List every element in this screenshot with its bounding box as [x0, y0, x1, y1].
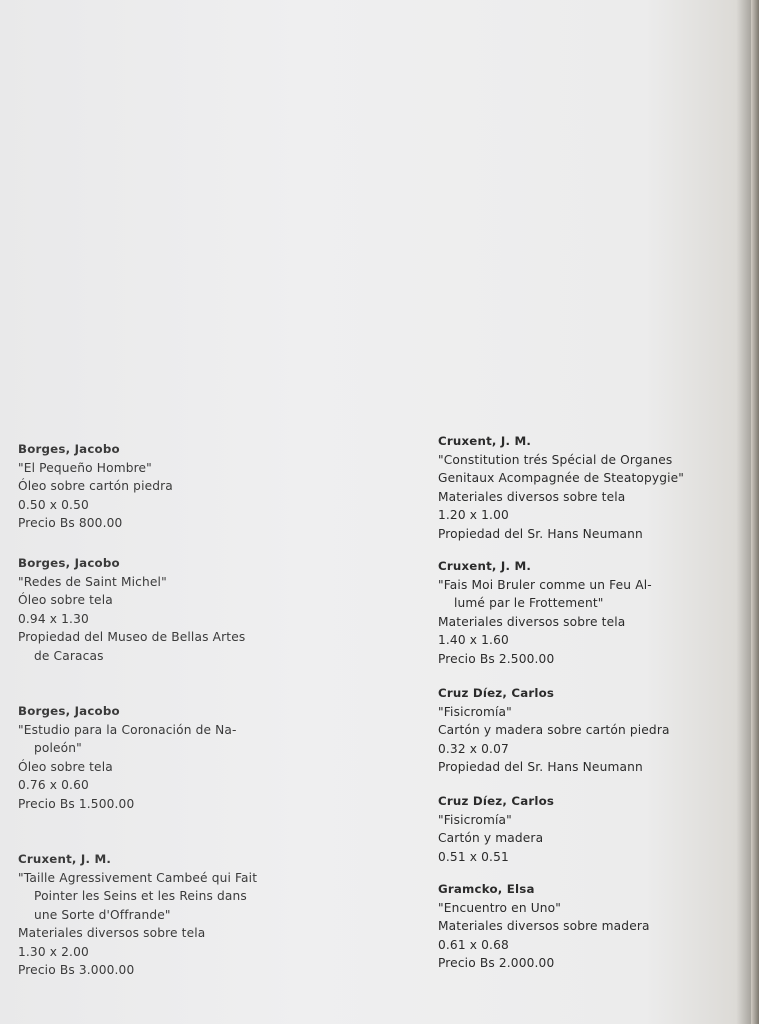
artist-name: Cruz Díez, Carlos — [438, 794, 555, 808]
artwork-medium: Cartón y madera — [438, 831, 544, 845]
catalog-entry — [18, 440, 318, 533]
artwork-dimensions: 0.94 x 1.30 — [18, 611, 89, 626]
artwork-medium: Materiales diversos sobre madera — [438, 919, 650, 933]
artwork-dimensions: 0.61 x 0.68 — [438, 937, 509, 952]
artwork-title: "Encuentro en Uno" — [438, 900, 562, 915]
artist-name: Borges, Jacobo — [18, 704, 120, 718]
artwork-medium: Materiales diversos sobre tela — [438, 614, 626, 629]
artwork-medium: Óleo sobre tela — [18, 593, 113, 607]
artwork-medium: Óleo sobre tela — [18, 759, 113, 774]
artist-name: Cruz Díez, Carlos — [438, 686, 555, 700]
artist-name: Borges, Jacobo — [18, 442, 120, 456]
catalog-entry — [438, 684, 728, 777]
catalog-entry — [18, 850, 318, 980]
artwork-title-cont: Pointer les Seins et les Reins dans — [34, 889, 247, 903]
artwork-title-cont: une Sorte d'Offrande" — [34, 907, 171, 922]
artist-name: Cruxent, J. M. — [438, 559, 532, 573]
artwork-ownership: Propiedad del Sr. Hans Neumann — [438, 760, 643, 774]
artwork-title-cont: poleón" — [34, 741, 82, 755]
artwork-price: Precio Bs 2.000.00 — [438, 956, 555, 970]
artwork-ownership-cont: de Caracas — [34, 648, 104, 663]
catalog-entry — [438, 792, 728, 866]
artwork-medium: Cartón y madera sobre cartón piedra — [438, 723, 670, 737]
artist-name: Cruxent, J. M. — [438, 434, 532, 448]
artwork-ownership: Propiedad del Museo de Bellas Artes — [18, 630, 246, 644]
artwork-title: "El Pequeño Hombre" — [18, 460, 152, 475]
artwork-title-cont: lumé par le Frottement" — [454, 596, 604, 610]
artwork-dimensions: 0.50 x 0.50 — [18, 497, 89, 512]
artist-name: Cruxent, J. M. — [18, 852, 112, 866]
artwork-price: Precio Bs 1.500.00 — [18, 796, 135, 811]
catalog-entry — [438, 432, 728, 543]
catalog-entry — [438, 557, 728, 668]
catalog-entry — [18, 702, 318, 813]
artwork-price: Precio Bs 800.00 — [18, 516, 123, 530]
artwork-medium: Materiales diversos sobre tela — [438, 489, 626, 504]
catalog-entry — [18, 554, 318, 665]
artwork-dimensions: 0.51 x 0.51 — [438, 849, 509, 864]
artwork-dimensions: 1.30 x 2.00 — [18, 944, 89, 959]
artwork-price: Precio Bs 3.000.00 — [18, 963, 135, 977]
artwork-dimensions: 0.32 x 0.07 — [438, 741, 509, 756]
page-edge — [751, 0, 759, 1024]
artwork-dimensions: 0.76 x 0.60 — [18, 778, 89, 792]
artwork-title-cont: Genitaux Acompagnée de Steatopygie" — [438, 471, 685, 485]
artwork-medium: Materiales diversos sobre tela — [18, 926, 206, 940]
artwork-title: "Redes de Saint Michel" — [18, 574, 167, 589]
artwork-title: "Fisicromía" — [438, 812, 512, 827]
catalog-entry — [438, 880, 728, 973]
artwork-price: Precio Bs 2.500.00 — [438, 651, 555, 666]
artwork-title: "Estudio para la Coronación de Na- — [18, 722, 237, 737]
artwork-ownership: Propiedad del Sr. Hans Neumann — [438, 526, 643, 541]
artwork-title: "Fisicromía" — [438, 704, 512, 719]
artist-name: Gramcko, Elsa — [438, 882, 535, 896]
artwork-title: "Fais Moi Bruler comme un Feu Al- — [438, 577, 652, 592]
artwork-title: "Constitution trés Spécial de Organes — [438, 452, 673, 467]
artwork-dimensions: 1.40 x 1.60 — [438, 633, 509, 647]
artist-name: Borges, Jacobo — [18, 556, 120, 570]
artwork-medium: Óleo sobre cartón piedra — [18, 479, 173, 493]
artwork-dimensions: 1.20 x 1.00 — [438, 508, 509, 522]
artwork-title: "Taille Agressivement Cambeé qui Fait — [18, 870, 258, 885]
